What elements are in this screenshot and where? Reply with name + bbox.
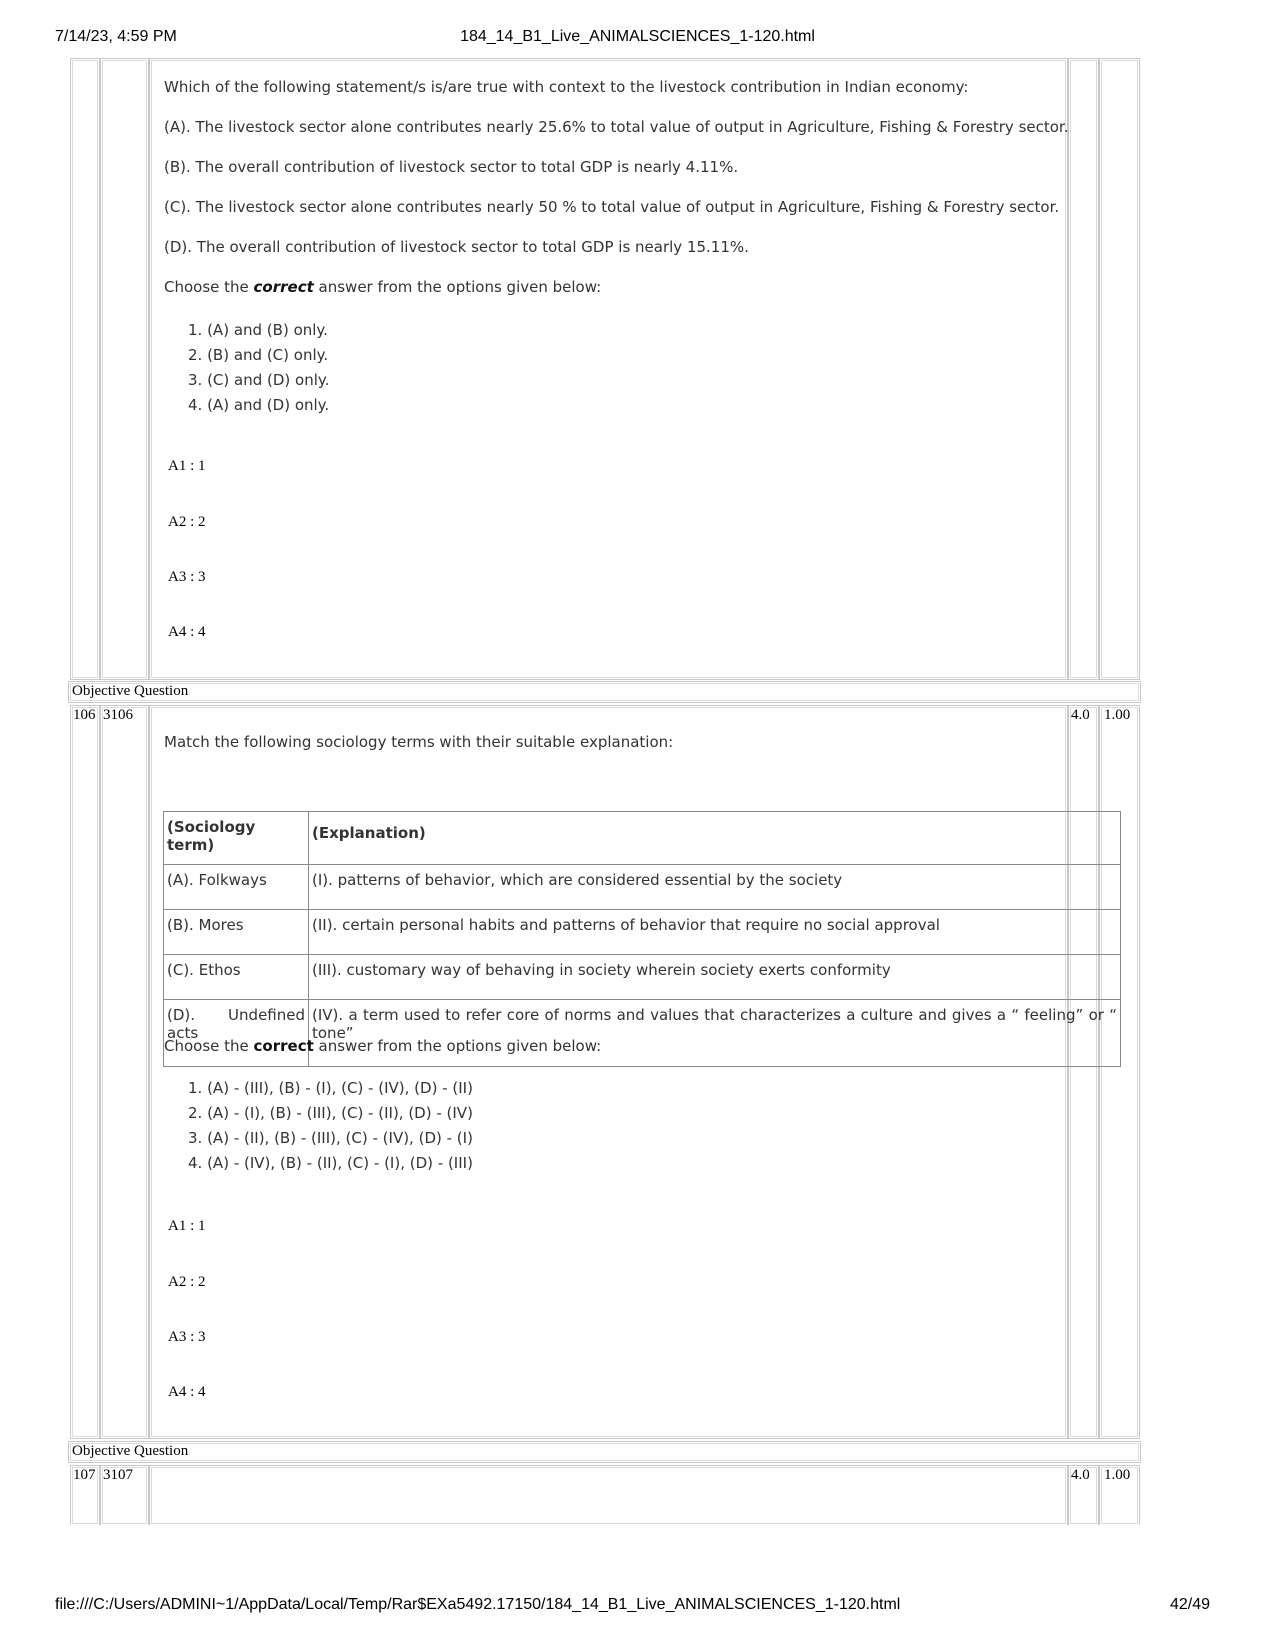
q106-term-b: (B). Mores <box>164 910 309 955</box>
q106-explanation-iii: (III). customary way of behaving in society wherein society exerts conformity <box>309 955 1121 1000</box>
section-label-row-2 <box>68 1441 1141 1463</box>
q106-option-3: 3. (A) - (II), (B) - (III), (C) - (IV), (D) - (I) <box>188 1129 473 1147</box>
q106-negative: 1.00 <box>1104 707 1131 723</box>
q106-term-a: (A). Folkways <box>164 865 309 910</box>
q105-marks-cell <box>1068 58 1099 680</box>
q106-stem: Match the following sociology terms with their suitable explanation: <box>164 733 674 751</box>
q106-header-explanation: (Explanation) <box>309 812 1121 865</box>
section-label-objective-1: Objective Question <box>72 683 189 699</box>
q107-negative: 1.00 <box>1104 1467 1131 1483</box>
q105-option-2: 2. (B) and (C) only. <box>188 346 329 364</box>
q105-answer-2: A2 : 2 <box>168 514 206 530</box>
table-row <box>164 955 1121 1000</box>
print-doc-title: 184_14_B1_Live_ANIMALSCIENCES_1-120.html <box>460 28 815 45</box>
q107-number: 107 <box>73 1467 96 1483</box>
q105-stem: Which of the following statement/s is/are true with context to the livestock contribution in Indian economy: <box>164 78 969 96</box>
q106-number: 106 <box>73 707 96 723</box>
q106-term-d: (D). Undefined acts <box>164 1000 309 1067</box>
q107-id: 3107 <box>103 1467 133 1483</box>
q105-option-1: 1. (A) and (B) only. <box>188 321 328 339</box>
section-label-row-1 <box>68 681 1141 703</box>
print-datetime: 7/14/23, 4:59 PM <box>55 28 177 45</box>
q105-number-cell <box>70 58 100 680</box>
q106-term-c: (C). Ethos <box>164 955 309 1000</box>
q105-option-list <box>188 318 329 418</box>
q106-option-list <box>188 1076 473 1176</box>
q105-answer-3: A3 : 3 <box>168 569 206 585</box>
q107-marks: 4.0 <box>1071 1467 1090 1483</box>
q105-negative-cell <box>1099 58 1140 680</box>
q107-content-cell <box>149 1465 1068 1525</box>
q106-number-cell <box>70 705 100 1439</box>
q106-option-4: 4. (A) - (IV), (B) - (II), (C) - (I), (D) - (III) <box>188 1154 473 1172</box>
table-row <box>164 865 1121 910</box>
section-label-objective-2: Objective Question <box>72 1443 189 1459</box>
table-row <box>164 1000 1121 1067</box>
q105-option-4: 4. (A) and (D) only. <box>188 396 330 414</box>
q106-answer-4: A4 : 4 <box>168 1384 206 1400</box>
q105-statement-d: (D). The overall contribution of livestock sector to total GDP is nearly 15.11%. <box>164 238 749 256</box>
q106-explanation-ii: (II). certain personal habits and patterns of behavior that require no social approval <box>309 910 1121 955</box>
q106-table-header-row <box>164 812 1121 865</box>
q106-header-term: (Sociology term) <box>164 812 309 865</box>
q106-explanation-i: (I). patterns of behavior, which are considered essential by the society <box>309 865 1121 910</box>
q106-option-2: 2. (A) - (I), (B) - (III), (C) - (II), (D) - (IV) <box>188 1104 473 1122</box>
q105-statement-a: (A). The livestock sector alone contributes nearly 25.6% to total value of output in Agriculture, Fishing & Forestry sector. <box>164 118 1069 136</box>
q105-answer-4: A4 : 4 <box>168 624 206 640</box>
q106-explanation-iv: (IV). a term used to refer core of norms and values that characterizes a culture and gives a “ feeling” or “ tone” <box>309 1000 1121 1067</box>
q106-choose-instruction: Choose the correct answer from the options given below: <box>164 1037 602 1055</box>
print-header <box>55 28 1220 50</box>
q105-statement-c: (C). The livestock sector alone contributes nearly 50 % to total value of output in Agriculture, Fishing & Forestry sector. <box>164 198 1060 216</box>
print-file-path: file:///C:/Users/ADMINI~1/AppData/Local/Temp/Rar$EXa5492.17150/184_14_B1_Live_ANIMALSCIENCES_1-120.html <box>55 1596 901 1613</box>
q106-id: 3106 <box>103 707 133 723</box>
q105-id-cell <box>100 58 149 680</box>
q105-answer-1: A1 : 1 <box>168 458 206 474</box>
q106-option-1: 1. (A) - (III), (B) - (I), (C) - (IV), (D) - (II) <box>188 1079 473 1097</box>
q105-option-3: 3. (C) and (D) only. <box>188 371 330 389</box>
q106-answer-2: A2 : 2 <box>168 1274 206 1290</box>
q106-match-table <box>163 811 1121 1067</box>
q106-answer-3: A3 : 3 <box>168 1329 206 1345</box>
q106-id-cell <box>100 705 149 1439</box>
q105-choose-instruction: Choose the correct answer from the options given below: <box>164 278 602 296</box>
table-row <box>164 910 1121 955</box>
print-footer <box>55 1596 1220 1618</box>
q106-answer-1: A1 : 1 <box>168 1218 206 1234</box>
print-page-number: 42/49 <box>1169 1596 1210 1613</box>
q105-statement-b: (B). The overall contribution of livestock sector to total GDP is nearly 4.11%. <box>164 158 739 176</box>
q106-marks: 4.0 <box>1071 707 1090 723</box>
